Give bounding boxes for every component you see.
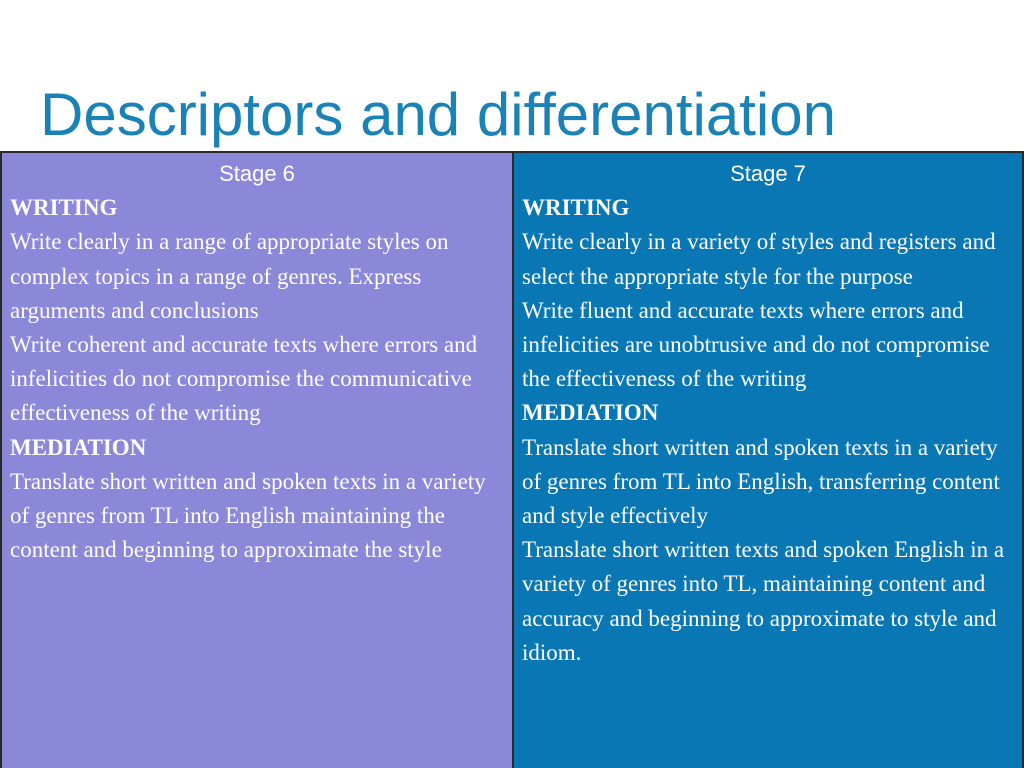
stage-6-mediation-heading: MEDIATION bbox=[10, 434, 147, 460]
descriptors-table bbox=[0, 151, 1024, 768]
stage-6-writing-descriptor-2: Write coherent and accurate texts where errors and infelicities do not compromise the communicative effectiveness of the writing bbox=[10, 332, 478, 426]
stage-6-mediation-descriptor-1: Translate short written and spoken texts in a variety of genres from TL into English maintaining the content and beginning to approximate the style bbox=[10, 468, 486, 563]
stage-7-mediation-heading: MEDIATION bbox=[522, 400, 659, 426]
stage-6-writing-heading: WRITING bbox=[10, 195, 118, 221]
slide-title: Descriptors and differentiation bbox=[40, 81, 836, 148]
stage-7-mediation-descriptor-2: Translate short written texts and spoken English in a variety of genres into TL, maintaining content and accuracy and beginning to approximate to style and idiom. bbox=[522, 537, 1005, 665]
stage-7-writing-descriptor-1: Write clearly in a variety of styles and registers and select the appropriate style for the purpose bbox=[522, 229, 996, 289]
stage-7-column bbox=[514, 153, 1024, 768]
stage-6-column bbox=[2, 153, 514, 768]
stage-7-header: Stage 7 bbox=[730, 161, 806, 186]
stage-6-header: Stage 6 bbox=[219, 161, 295, 186]
stage-7-writing-descriptor-2: Write fluent and accurate texts where errors and infelicities are unobtrusive and do not compromise the effectiveness of the writing bbox=[522, 297, 990, 392]
stage-6-writing-descriptor-1: Write clearly in a range of appropriate styles on complex topics in a range of genres. Express arguments and conclusions bbox=[10, 229, 449, 323]
stage-7-writing-heading: WRITING bbox=[522, 195, 630, 221]
stage-7-mediation-descriptor-1: Translate short written and spoken texts in a variety of genres from TL into English, transferring content and style effectively bbox=[522, 434, 1000, 529]
